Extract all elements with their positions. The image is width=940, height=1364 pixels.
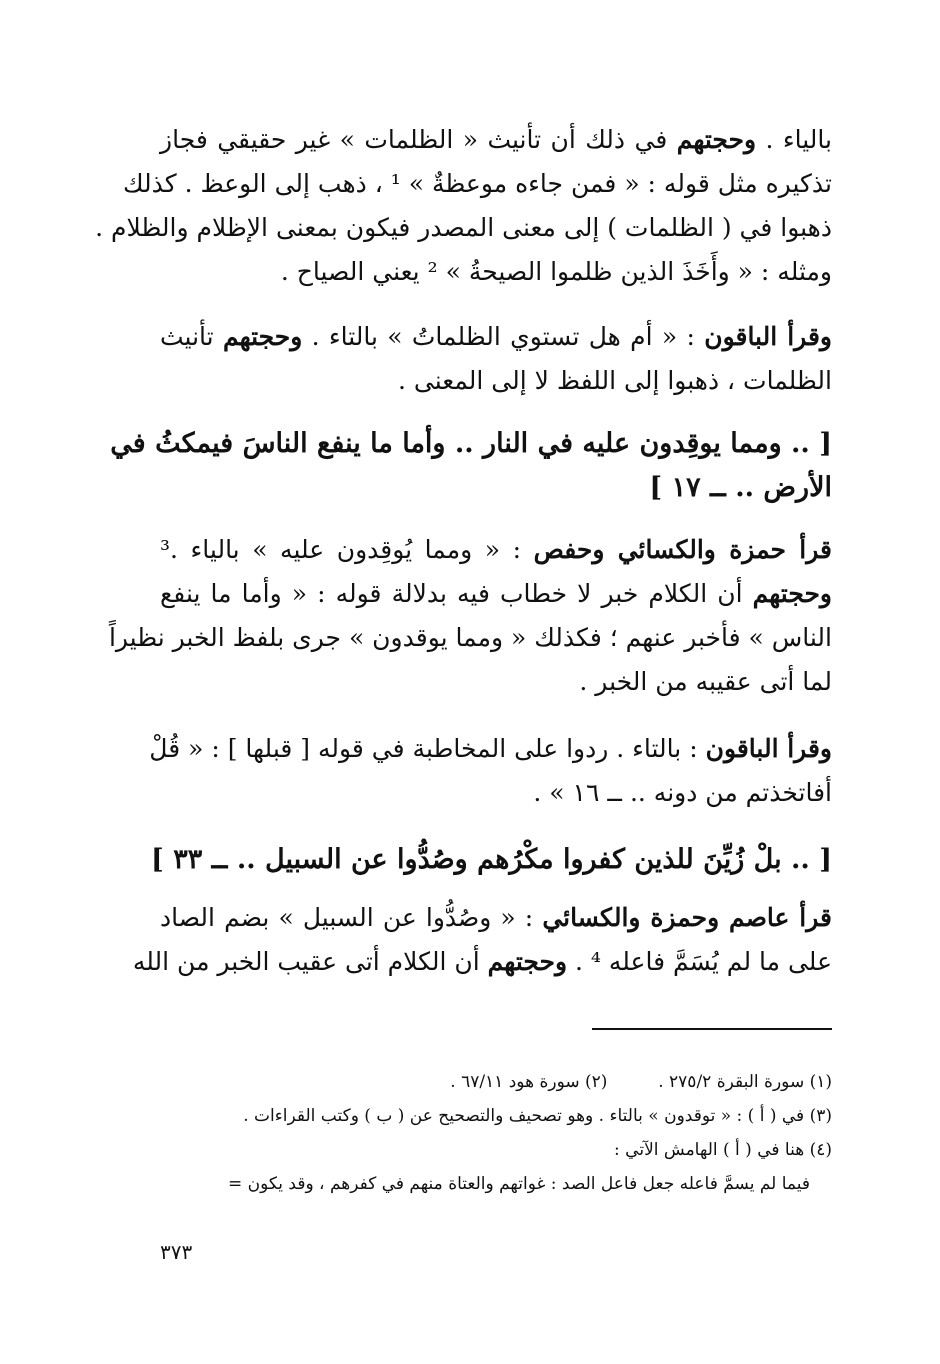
bold-term: وحجتهم [487, 947, 568, 976]
footnote-2: (٢) سورة هود ٦٧/١١ . [450, 1072, 608, 1092]
text-run: [ .. ومما يوقِدون عليه في النار .. وأما ما ينفع الناسَ فيمكثُ في [110, 428, 832, 459]
text-run: ذهبوا في ( الظلمات ) إلى معنى المصدر فيكون بمعنى الإظلام والظلام . [95, 213, 832, 242]
text-run: : « وصُدُّوا عن السبيل » بضم الصاد [160, 903, 543, 932]
bold-term: وحجتهم [752, 579, 832, 608]
text-line [108, 616, 832, 660]
footnotes [150, 1065, 832, 1201]
text-run: أفاتخذتم من دونه .. ــ ١٦ » . [533, 778, 832, 807]
text-line [160, 118, 832, 162]
bold-term: قرأ عاصم وحمزة والكسائي [542, 903, 833, 932]
text-run: لما أتى عقيبه من الخبر . [579, 667, 832, 696]
footnote-3: (٣) في ( أ ) : « توقدون » بالتاء . وهو تصحيف والتصحيح عن ( ب ) وكتب القراءات . [243, 1106, 832, 1126]
footnote-separator [592, 1028, 832, 1030]
footnote-1: (١) سورة البقرة ٢٧٥/٢ . [658, 1072, 832, 1092]
text-line [132, 940, 832, 984]
text-run: الأرض .. ــ ١٧ ] [649, 472, 832, 503]
bold-term: وحجتهم [676, 125, 757, 154]
paragraph-p3 [108, 528, 832, 704]
bold-term: وقرأ الباقون [704, 322, 832, 351]
text-line [160, 572, 832, 616]
verse-line [160, 466, 832, 510]
text-run: الناس » فأخبر عنهم ؛ فكذلك « ومما يوقدون » جرى بلفظ الخبر نظيراً [108, 623, 832, 652]
text-run: على ما لم يُسَمَّ فاعله ⁴ . [567, 947, 832, 976]
text-run: بالياء . [756, 125, 832, 154]
footnote-4-continuation: فيما لم يسمَّ فاعله جعل فاعل الصد : غواتهم والعتاة منهم في كفرهم ، وقد يكون = [227, 1174, 810, 1194]
verse-v1 [110, 422, 832, 510]
text-run: : « أم هل تستوي الظلماتُ » بالتاء . [302, 322, 705, 351]
text-line [160, 359, 832, 403]
bold-term: وحجتهم [222, 322, 303, 351]
text-run: ومثله : « وأَخَذَ الذين ظلموا الصيحةُ » ² يعني الصياح . [280, 257, 832, 286]
text-run: في ذلك أن تأنيث « الظلمات » غير حقيقي فجاز [160, 125, 677, 154]
footnote-row-1 [150, 1065, 832, 1099]
paragraph-p2 [160, 315, 832, 403]
bold-term: وقرأ الباقون [705, 734, 832, 763]
verse-v2 [151, 838, 832, 882]
text-run: الظلمات ، ذهبوا إلى اللفظ لا إلى المعنى . [398, 366, 832, 395]
text-run: : « ومما يُوقِدون عليه » بالياء .³ [160, 535, 534, 564]
text-line [160, 771, 832, 815]
text-line [160, 660, 832, 704]
text-run: أن الكلام خبر لا خطاب فيه بدلالة قوله : « وأما ما ينفع [160, 579, 753, 608]
text-line [160, 315, 832, 359]
footnote-4: (٤) هنا في ( أ ) الهامش الآتي : [614, 1140, 832, 1160]
verse-line [151, 838, 832, 882]
page-number: ٣٧٣ [160, 1240, 193, 1264]
text-line [160, 896, 832, 940]
text-run: : بالتاء . ردوا على المخاطبة في قوله [ قبلها ] : « قُلْ [149, 734, 706, 763]
text-line [149, 727, 832, 771]
text-line [122, 162, 832, 206]
paragraph-p1 [95, 118, 832, 294]
text-run: تأنيث [160, 322, 223, 351]
bold-term: قرأ حمزة والكسائي وحفص [533, 535, 832, 564]
text-run: تذكيره مثل قوله : « فمن جاءه موعظةٌ » ¹ ، ذهب إلى الوعظ . كذلك [122, 169, 832, 198]
paragraph-p5 [132, 896, 833, 984]
paragraph-p4 [149, 727, 832, 815]
text-run: [ .. بلْ زُيِّنَ للذين كفروا مكْرُهم وصُدُّوا عن السبيل .. ــ ٣٣ ] [151, 844, 832, 875]
text-line [160, 250, 832, 294]
text-line [160, 528, 832, 572]
verse-line [110, 422, 832, 466]
text-run: أن الكلام أتى عقيب الخبر من الله [132, 947, 488, 976]
text-line [95, 206, 832, 250]
